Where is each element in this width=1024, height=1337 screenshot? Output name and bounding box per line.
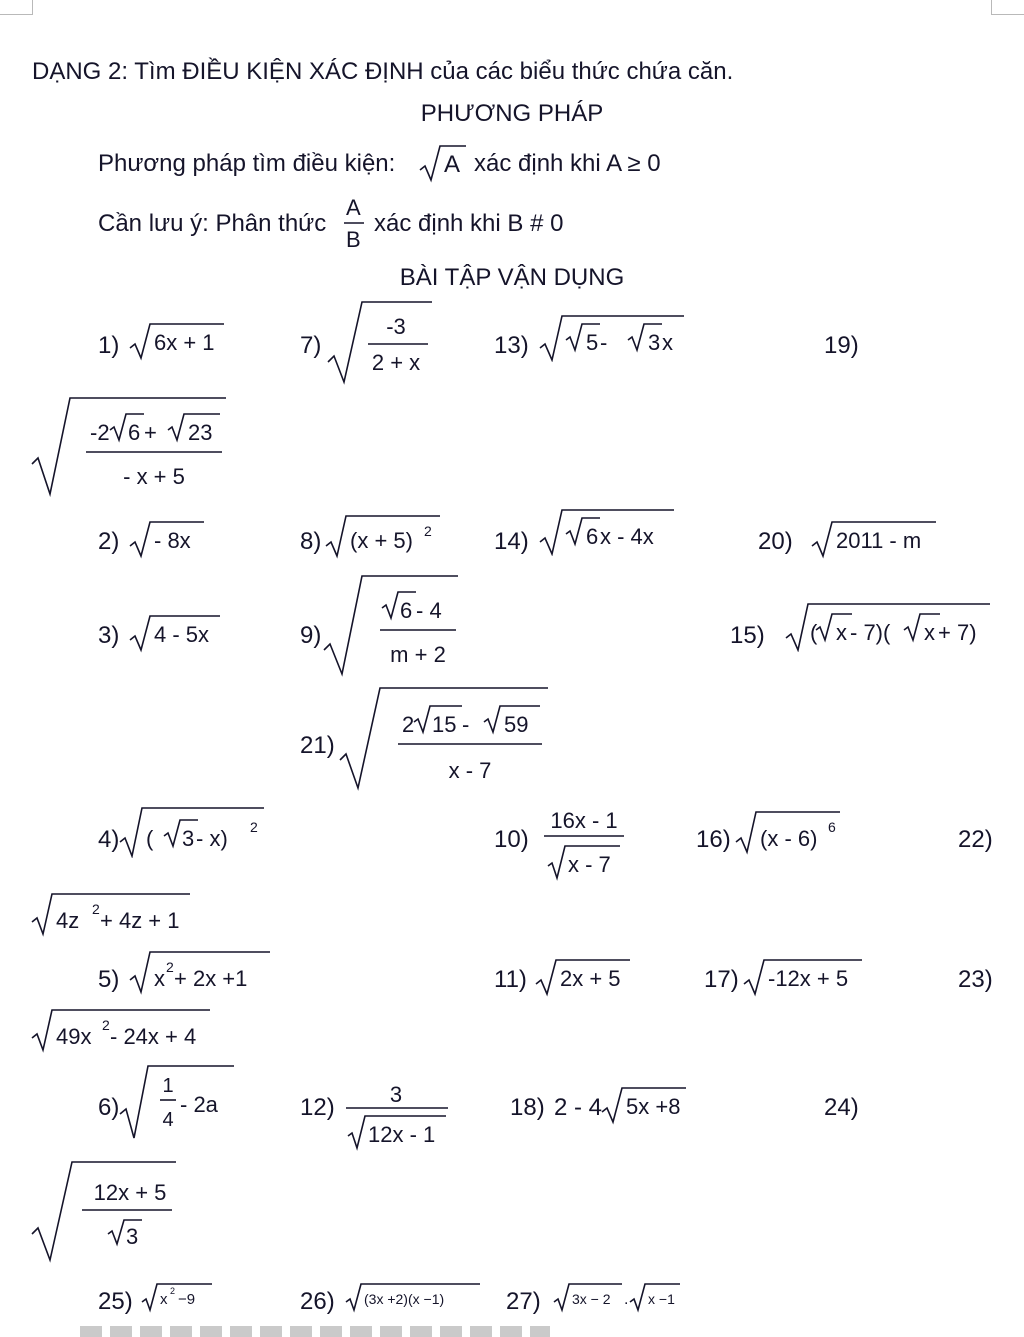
svg-text:-: - — [600, 330, 608, 355]
exercise-14-expr — [538, 506, 678, 561]
svg-text:59: 59 — [504, 712, 529, 737]
note-numerator: A — [346, 195, 361, 220]
exercise-9-expr — [322, 570, 462, 685]
svg-text:x: x — [160, 1291, 168, 1308]
svg-text:-3: -3 — [386, 314, 406, 339]
svg-text:+: + — [144, 420, 157, 445]
exercise-19-label: 19) — [824, 332, 859, 359]
svg-text:23: 23 — [188, 420, 213, 445]
exercise-23-label: 23) — [958, 966, 993, 993]
exercise-5-label: 5) — [98, 966, 120, 993]
svg-text:12x - 1: 12x - 1 — [368, 1122, 436, 1147]
svg-text:(: ( — [146, 826, 154, 851]
exercise-15-expr — [784, 600, 994, 657]
svg-text:x - 7: x - 7 — [568, 852, 611, 877]
exercise-16-label: 16) — [696, 826, 731, 853]
exercise-1-label: 1) — [98, 332, 120, 359]
svg-text:- 24x + 4: - 24x + 4 — [110, 1024, 197, 1049]
exercise-19-expr — [30, 394, 230, 503]
svg-text:x - 4x: x - 4x — [600, 524, 654, 549]
svg-text:+ 2x +1: + 2x +1 — [174, 966, 248, 991]
svg-text:3x − 2: 3x − 2 — [572, 1291, 611, 1307]
svg-text:+ 4z + 1: + 4z + 1 — [100, 908, 180, 933]
svg-text:2: 2 — [166, 959, 174, 975]
svg-text:2: 2 — [170, 1286, 176, 1296]
exercise-17-label: 17) — [704, 966, 739, 993]
exercise-26-label: 26) — [300, 1288, 335, 1315]
exercise-18-label: 18) — [510, 1094, 545, 1121]
method-heading: PHƯƠNG PHÁP — [420, 100, 604, 127]
svg-text:-12x + 5: -12x + 5 — [768, 966, 849, 991]
svg-text:(3x +2)(x −1): (3x +2)(x −1) — [364, 1291, 445, 1307]
svg-text:3: 3 — [182, 826, 195, 851]
svg-text:6: 6 — [400, 598, 413, 623]
svg-text:- 2a: - 2a — [180, 1092, 218, 1117]
note-fraction — [342, 193, 368, 258]
method-radicand: A — [444, 151, 461, 178]
exercise-4-label: 4) — [98, 826, 120, 853]
svg-text:2: 2 — [102, 1017, 110, 1033]
note-prefix: Cần lưu ý: Phân thức — [98, 210, 327, 237]
exercise-4-expr — [118, 802, 268, 863]
top-right-corner-mark — [991, 0, 1024, 15]
exercise-27-expr — [552, 1280, 684, 1321]
exercise-12-expr — [342, 1074, 452, 1159]
exercise-22-label: 22) — [958, 826, 993, 853]
exercise-7-label: 7) — [300, 332, 322, 359]
svg-text:5x +8: 5x +8 — [626, 1094, 681, 1119]
svg-text:6x + 1: 6x + 1 — [154, 330, 215, 355]
svg-text:(x - 6): (x - 6) — [760, 826, 818, 851]
svg-text:x: x — [662, 330, 673, 355]
exercise-21-expr — [338, 684, 552, 797]
svg-text:+ 7): + 7) — [938, 620, 977, 645]
exercise-24-expr — [30, 1156, 180, 1269]
exercise-13-expr — [538, 312, 688, 367]
page-title: DẠNG 2: Tìm ĐIỀU KIỆN XÁC ĐỊNH của các biểu thức chứa căn. — [32, 58, 734, 85]
svg-text:4: 4 — [162, 1109, 174, 1131]
top-left-corner-mark — [0, 0, 33, 15]
exercise-18-expr — [600, 1082, 690, 1131]
svg-text:- 8x: - 8x — [154, 528, 191, 553]
svg-text:3: 3 — [126, 1224, 139, 1249]
exercise-10-label: 10) — [494, 826, 529, 853]
svg-text:x: x — [924, 620, 935, 645]
exercise-25-label: 25) — [98, 1288, 133, 1315]
exercise-7-expr — [326, 298, 436, 393]
exercise-13-label: 13) — [494, 332, 529, 359]
svg-text:6: 6 — [828, 819, 836, 835]
exercise-heading: BÀI TẬP VẬN DỤNG — [399, 264, 625, 291]
svg-text:- 4: - 4 — [416, 598, 442, 623]
svg-text:2: 2 — [402, 712, 415, 737]
svg-text:- 7)(: - 7)( — [850, 620, 891, 645]
svg-text:16x - 1: 16x - 1 — [550, 808, 618, 833]
svg-text:15: 15 — [432, 712, 457, 737]
exercise-12-label: 12) — [300, 1094, 335, 1121]
svg-text:x: x — [154, 966, 165, 991]
svg-text:2011 - m: 2011 - m — [836, 528, 922, 553]
exercise-21-label: 21) — [300, 732, 335, 759]
exercise-3-label: 3) — [98, 622, 120, 649]
exercise-3-expr — [128, 610, 224, 659]
svg-text:3: 3 — [648, 330, 661, 355]
exercise-17-expr — [742, 954, 866, 1003]
svg-text:4 - 5x: 4 - 5x — [154, 622, 210, 647]
exercise-2-label: 2) — [98, 528, 120, 555]
exercise-6-label: 6) — [98, 1094, 120, 1121]
exercise-18-prefix: 2 - 4 — [554, 1094, 603, 1121]
svg-text:3: 3 — [389, 1082, 403, 1107]
exercise-8-label: 8) — [300, 528, 322, 555]
svg-text:4z: 4z — [56, 908, 80, 933]
exercise-1-expr — [128, 318, 228, 367]
svg-text:6: 6 — [128, 420, 141, 445]
exercise-14-label: 14) — [494, 528, 529, 555]
exercise-22-expr — [30, 888, 194, 943]
exercise-11-expr — [534, 954, 634, 1003]
method-sqrt — [418, 140, 468, 189]
svg-text:2: 2 — [250, 819, 258, 835]
exercise-20-expr — [810, 516, 940, 565]
svg-text:(x + 5): (x + 5) — [350, 528, 413, 553]
svg-text:(: ( — [810, 620, 818, 645]
exercise-8-expr — [324, 512, 444, 565]
exercise-20-label: 20) — [758, 528, 793, 555]
exercise-5-expr — [128, 946, 274, 1001]
svg-text:2 + x: 2 + x — [371, 350, 421, 375]
svg-text:x −1: x −1 — [648, 1291, 675, 1307]
exercise-26-expr — [344, 1280, 484, 1321]
svg-text:- x): - x) — [196, 826, 228, 851]
svg-text:-: - — [462, 712, 470, 737]
exercise-15-label: 15) — [730, 622, 765, 649]
exercise-6-expr — [118, 1062, 238, 1147]
svg-text:6: 6 — [586, 524, 599, 549]
exercise-24-label: 24) — [824, 1094, 859, 1121]
svg-text:m + 2: m + 2 — [390, 642, 446, 667]
svg-text:2: 2 — [424, 523, 432, 539]
note-denominator: B — [346, 227, 361, 252]
svg-text:49x: 49x — [56, 1024, 92, 1049]
svg-text:x: x — [836, 620, 847, 645]
svg-text:2x + 5: 2x + 5 — [560, 966, 621, 991]
exercise-27-label: 27) — [506, 1288, 541, 1315]
exercise-10-expr — [540, 800, 630, 889]
svg-text:12x + 5: 12x + 5 — [93, 1180, 167, 1205]
exercise-25-expr — [140, 1280, 216, 1321]
cut-off-text-line — [80, 1326, 550, 1337]
exercise-11-label: 11) — [494, 966, 527, 993]
exercise-23-expr — [30, 1004, 214, 1059]
svg-text:x - 7: x - 7 — [448, 758, 492, 783]
svg-text:- x + 5: - x + 5 — [123, 464, 185, 489]
svg-text:1: 1 — [162, 1075, 174, 1097]
exercise-9-label: 9) — [300, 622, 322, 649]
exercise-16-expr — [734, 808, 844, 861]
svg-text:5: 5 — [586, 330, 599, 355]
svg-text:.: . — [624, 1291, 629, 1308]
svg-text:−9: −9 — [178, 1291, 196, 1308]
method-suffix: xác định khi A ≥ 0 — [474, 150, 661, 177]
svg-text:2: 2 — [92, 901, 100, 917]
exercise-2-expr — [128, 516, 208, 565]
method-prefix: Phương pháp tìm điều kiện: — [98, 150, 396, 177]
note-suffix: xác định khi B # 0 — [374, 210, 564, 237]
svg-text:-2: -2 — [90, 420, 110, 445]
